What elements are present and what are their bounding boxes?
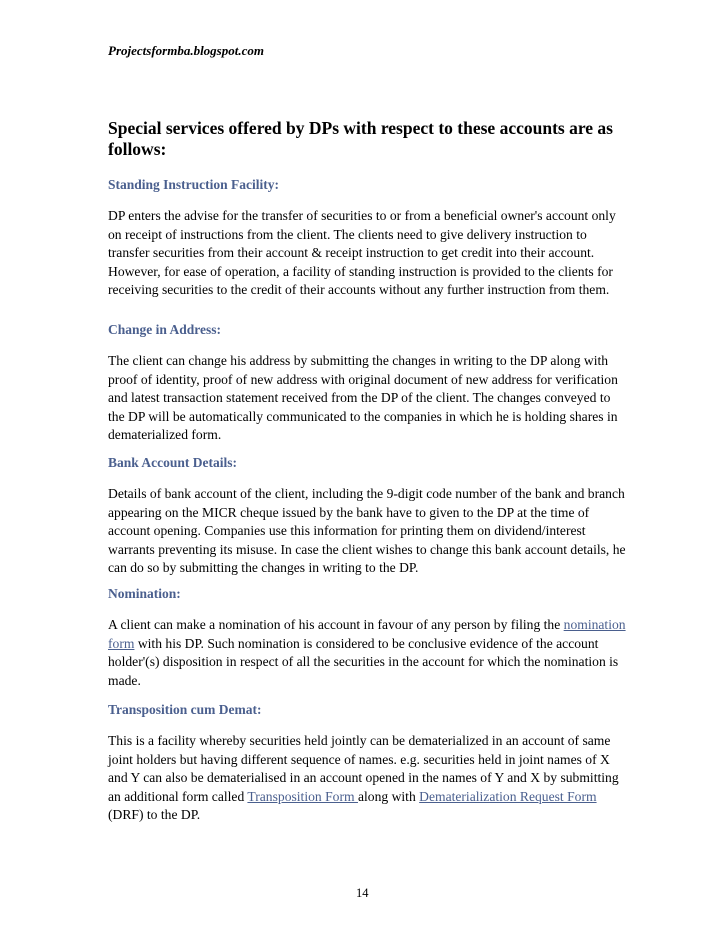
nomination-text-after: with his DP. Such nomination is considered to be conclusive evidence of the account holder'(s) disposition in respect of all the securities in the account for which the nomination is made. (108, 635, 619, 688)
section-heading-nomination: Nomination: (108, 586, 181, 601)
nomination-text-before: A client can make a nomination of his account in favour of any person by filing the (108, 617, 564, 632)
page-title: Special services offered by DPs with respect to these accounts are as follows: (108, 118, 613, 159)
transposition-text-after: (DRF) to the DP. (108, 807, 201, 823)
section-heading-transposition: Transposition cum Demat: (108, 702, 262, 717)
section-heading-bank-account: Bank Account Details: (108, 455, 238, 470)
section-text-bank-account: Details of bank account of the client, including the 9-digit code number of the bank and branch appearing on the MICR cheque issued by the bank have to given to the DP at the time of account opening. Companies use this information for printing them on dividend/interest warrants preventing its misuse. In case the client wishes to change this bank account details, he can do so by submitting the changes in writing to the DP. (108, 486, 626, 576)
section-heading-standing-instruction: Standing Instruction Facility: (108, 177, 280, 192)
header-site-name: Projectsformba.blogspot.com (108, 43, 264, 58)
transposition-text-before: This is a facility whereby securities held jointly can be dematerialized in an account of same joint holders but having different sequence of names. e.g. securities held in joint names of X and Y can also be dematerialised in an account opened in the names of Y and X by submitting an additional form called (108, 733, 619, 804)
transposition-text-middle: along with (357, 788, 420, 804)
section-text-nomination (108, 616, 628, 690)
page-number: 14 (356, 886, 369, 900)
section-text-standing-instruction: DP enters the advise for the transfer of securities to or from a beneficial owner's account only on receipt of instructions from the client. The clients need to give delivery instruction to transfer securities from their account & receipt instruction to get credit into their account. However, for ease of operation, a facility of standing instruction is provided to the clients for receiving securities to the credit of their accounts without any further instruction from them. (108, 208, 616, 298)
nomination-form-link[interactable]: nomination form (108, 617, 626, 651)
dematerialization-request-form-link[interactable]: Dematerialization Request Form (419, 788, 597, 804)
section-heading-change-address: Change in Address: (108, 322, 222, 337)
transposition-form-link[interactable]: Transposition Form (247, 788, 358, 804)
section-text-change-address: The client can change his address by submitting the changes in writing to the DP along with proof of identity, proof of new address with original document of new address for verification and latest transaction statement received from the DP of the client. The changes conveyed to the DP will be automatically communicated to the companies in which he is holding shares in dematerialized form. (108, 353, 618, 443)
section-text-transposition (108, 732, 628, 825)
